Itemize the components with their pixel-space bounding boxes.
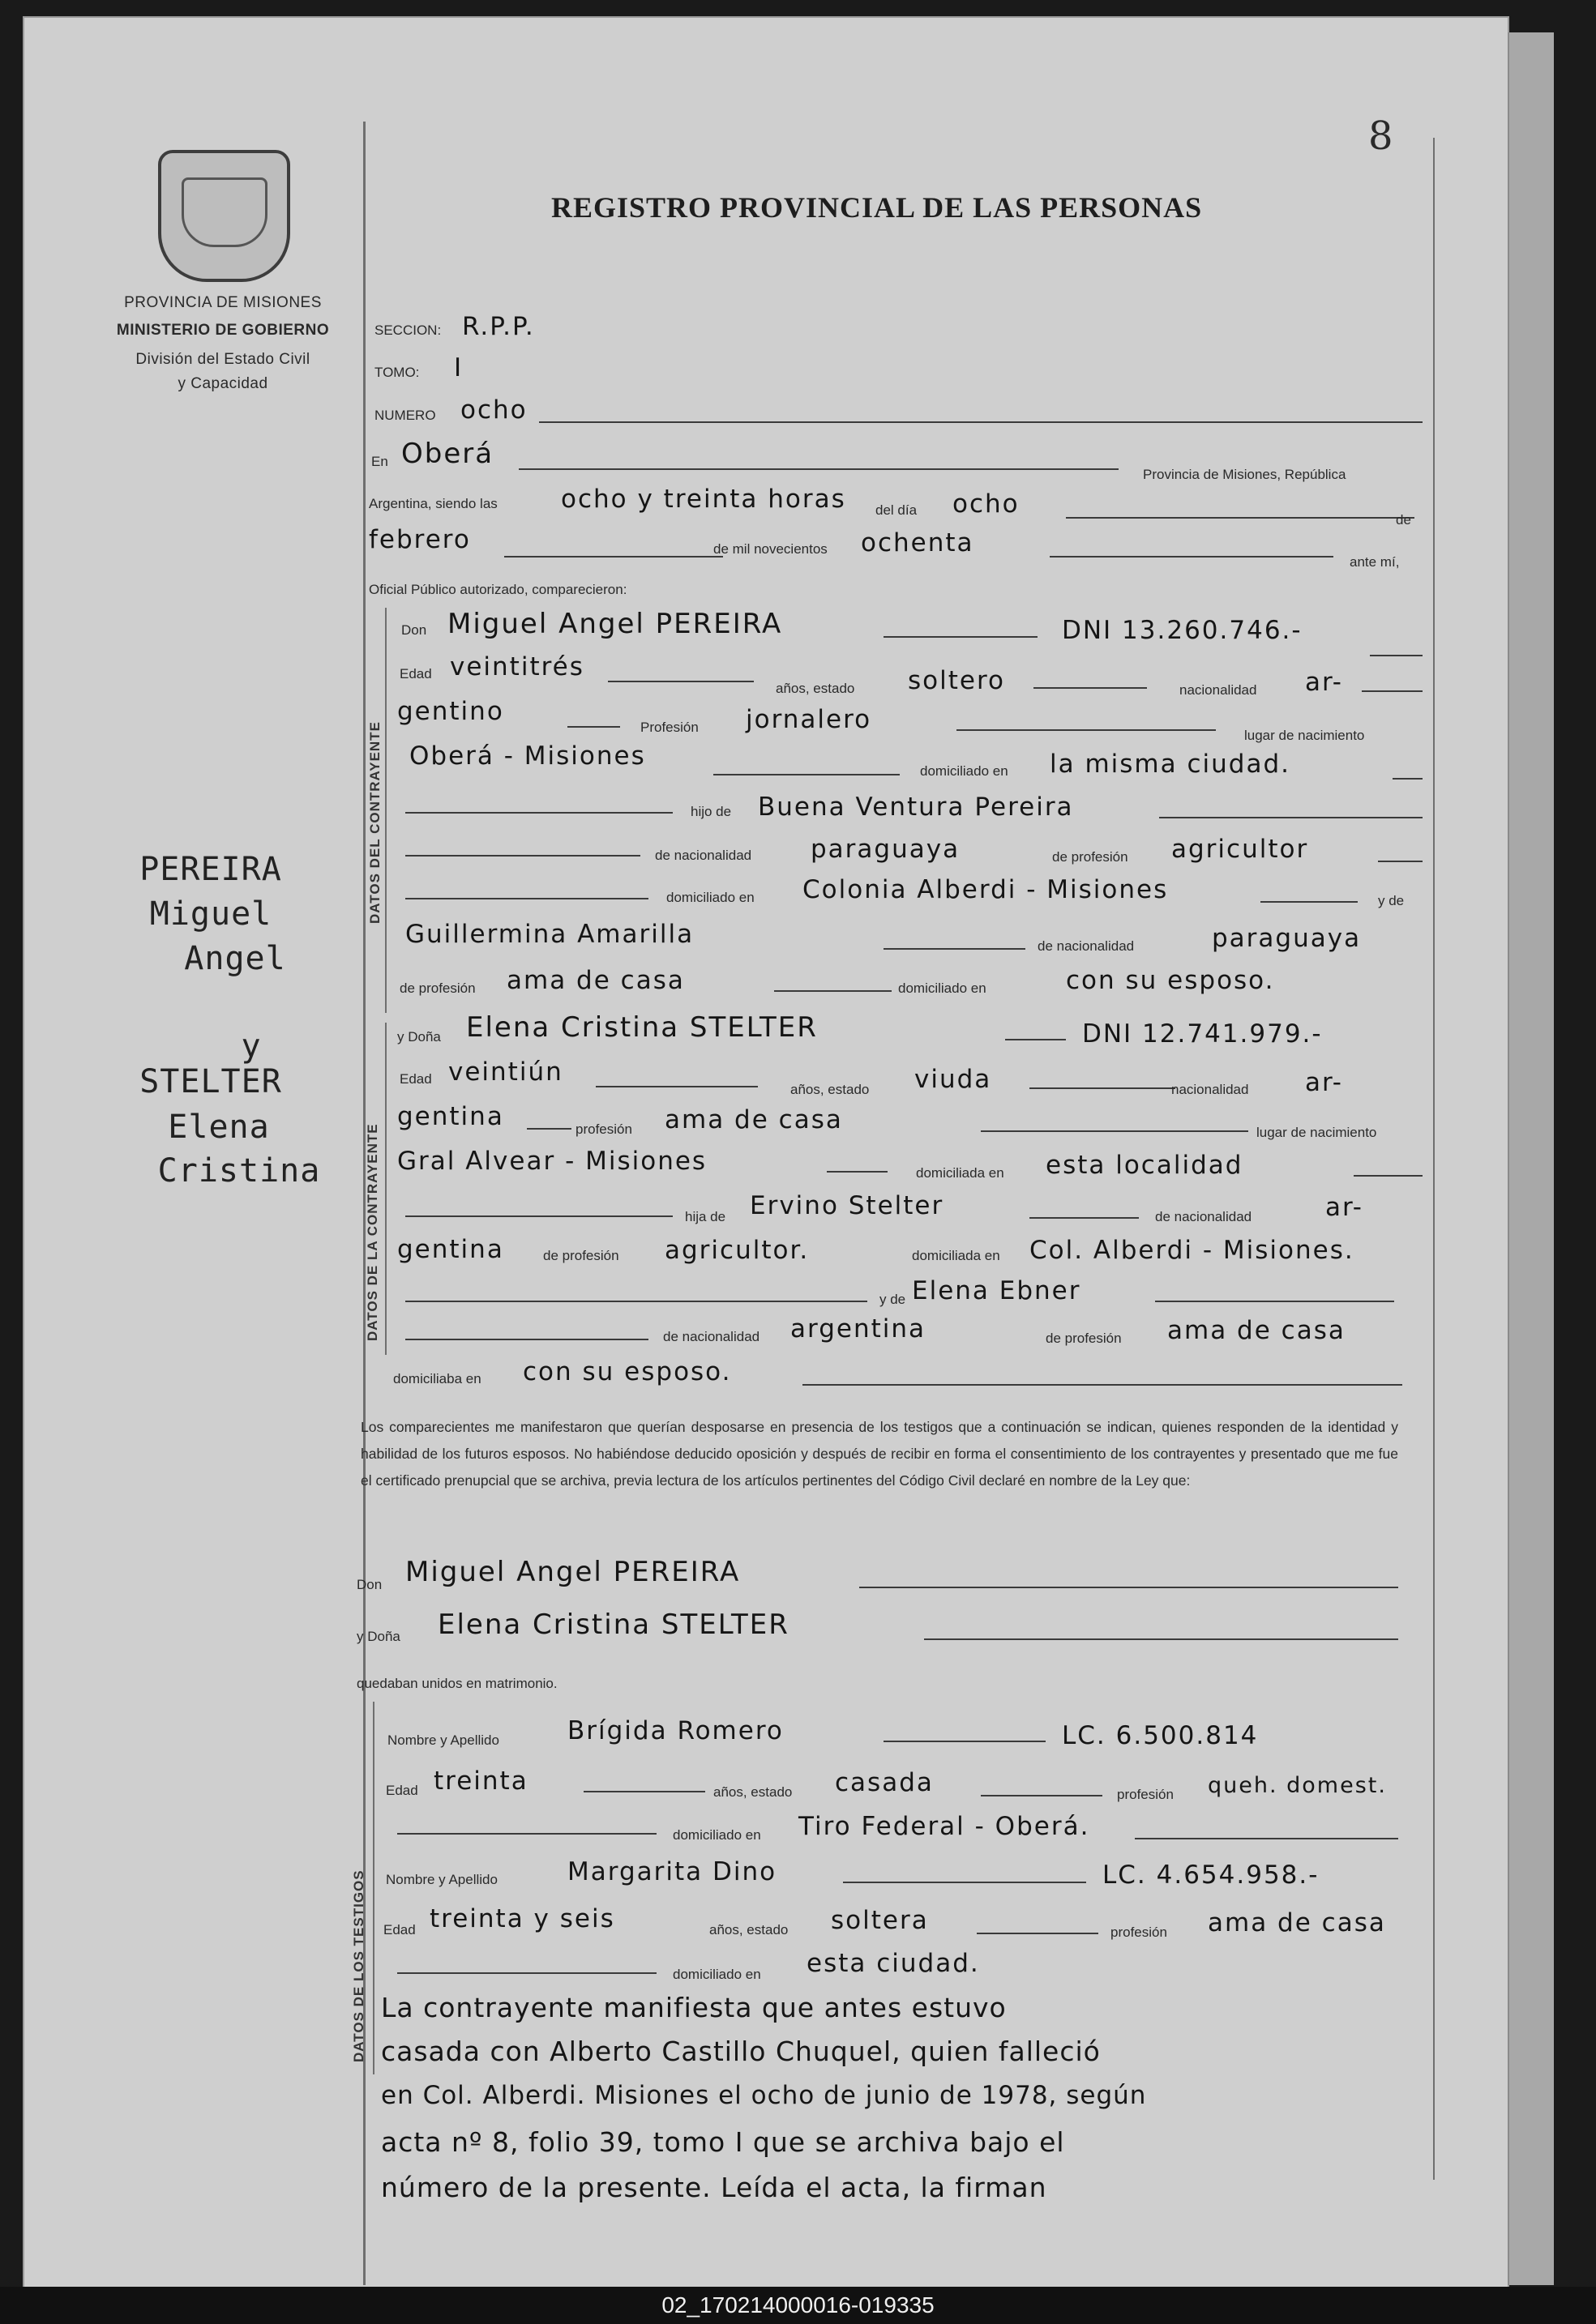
del-dia-label: del día: [875, 502, 918, 518]
bride-lugar-nac: Gral Alvear - Misiones: [397, 1147, 708, 1176]
t2-estado-rule: [977, 1933, 1098, 1934]
mes-value: febrero: [369, 525, 471, 554]
t1-nombre-label: Nombre y Apellido: [387, 1732, 499, 1748]
groom-dni: DNI 13.260.746.-: [1062, 616, 1303, 645]
t2-edad: treinta y seis: [430, 1904, 615, 1933]
groom-y-de-label: y de: [1378, 893, 1405, 908]
groom-lugar-label: lugar de nacimiento: [1244, 728, 1365, 743]
t2-anios-label: años, estado: [709, 1922, 789, 1937]
union-don-label: Don: [357, 1577, 383, 1592]
groom-name: Miguel Angel PEREIRA: [447, 608, 783, 640]
groom-hijo-label: hijo de: [691, 804, 732, 819]
note-line-4: acta nº 8, folio 39, tomo I que se archiva bajo el: [381, 2126, 1065, 2158]
groom-padre-prof-label: de profesión: [1052, 849, 1128, 865]
union-groom-rule: [859, 1587, 1398, 1588]
tomo-label: TOMO:: [374, 365, 420, 380]
groom-hijo-rule: [405, 812, 673, 814]
margin-bride-surname: STELTER: [139, 1063, 282, 1100]
provincia-label: Provincia de Misiones, República: [1143, 467, 1346, 482]
union-groom: Miguel Angel PEREIRA: [405, 1556, 741, 1588]
bride-nac-1: ar-: [1305, 1068, 1343, 1097]
groom-padre-prof-rule: [1378, 861, 1423, 862]
groom-madre-dom-label: domiciliado en: [898, 980, 986, 996]
t2-doc: LC. 4.654.958.-: [1102, 1860, 1320, 1890]
groom-dni-rule: [1370, 655, 1423, 656]
t1-prof: queh. domest.: [1208, 1773, 1387, 1798]
margin-groom-name1: Miguel: [149, 895, 272, 933]
margin-groom-name2: Angel: [184, 940, 286, 977]
bride-padre-rule: [1029, 1217, 1139, 1219]
t2-dom-pre-rule: [397, 1972, 657, 1974]
t1-estado-rule: [981, 1795, 1102, 1796]
groom-prof-rule: [956, 729, 1216, 731]
bride-madre-dom-rule: [802, 1384, 1402, 1386]
bride-edad: veintiún: [448, 1057, 563, 1087]
groom-nac2-rule: [567, 726, 620, 728]
t1-edad-label: Edad: [386, 1783, 418, 1798]
groom-padre-dom-label: domiciliado en: [666, 890, 755, 905]
groom-padre-nac-rule: [405, 855, 640, 857]
t1-dom: Tiro Federal - Oberá.: [798, 1812, 1090, 1841]
groom-madre-nac-label: de nacionalidad: [1038, 938, 1135, 954]
bride-estado-rule: [1029, 1087, 1175, 1089]
groom-nac-rule: [1362, 690, 1423, 692]
bride-lugar-rule: [827, 1171, 888, 1173]
t1-estado: casada: [835, 1768, 934, 1797]
contrayente-side-label: DATOS DEL CONTRAYENTE: [367, 721, 383, 924]
bride-nac-label: nacionalidad: [1171, 1082, 1249, 1097]
bride-name-rule: [1005, 1039, 1066, 1040]
groom-madre-prof-label: de profesión: [400, 980, 476, 996]
bride-padre-nac-label: de nacionalidad: [1155, 1209, 1252, 1224]
margin-bride-name1: Elena: [168, 1109, 270, 1146]
groom-domicilio: la misma ciudad.: [1050, 750, 1290, 779]
groom-profesion: jornalero: [746, 705, 872, 734]
groom-nac-2: gentino: [397, 697, 504, 726]
union-dona-label: y Doña: [357, 1629, 400, 1644]
union-bride: Elena Cristina STELTER: [438, 1608, 789, 1641]
bride-madre-nac-rule: [405, 1339, 648, 1340]
bride-padre-nac-1: ar-: [1325, 1193, 1363, 1222]
en-label: En: [371, 454, 388, 469]
bride-madre-pre-rule: [405, 1301, 867, 1302]
province-label: PROVINCIA DE MISIONES: [124, 294, 322, 311]
t2-dom-label: domiciliado en: [673, 1967, 761, 1982]
en-value: Oberá: [401, 438, 494, 470]
bride-madre-nac-label: de nacionalidad: [663, 1329, 760, 1344]
ante-mi-label: ante mí,: [1350, 554, 1400, 570]
bride-madre: Elena Ebner: [912, 1276, 1081, 1305]
bride-dom-rule: [1354, 1175, 1423, 1177]
page-edge: [1508, 32, 1554, 2285]
t1-edad-rule: [584, 1791, 705, 1792]
bride-prof-label: profesión: [576, 1121, 632, 1137]
bride-madre-prof-label: de profesión: [1046, 1331, 1122, 1346]
testigos-side-label: DATOS DE LOS TESTIGOS: [351, 1869, 366, 2062]
bride-anios-label: años, estado: [790, 1082, 870, 1097]
groom-estado: soltero: [908, 666, 1005, 695]
numero-value: ocho: [460, 395, 528, 425]
bride-madre-prof: ama de casa: [1167, 1316, 1346, 1345]
bride-dom-label: domiciliada en: [916, 1165, 1004, 1181]
testigos-bracket: [373, 1702, 374, 2074]
don-label: Don: [401, 622, 427, 638]
note-line-2: casada con Alberto Castillo Chuquel, quien falleció: [381, 2036, 1101, 2067]
groom-dom-label: domiciliado en: [920, 763, 1008, 779]
right-border-line: [1433, 138, 1435, 2180]
margin-conjunction: y: [241, 1027, 262, 1065]
margin-groom-surname: PEREIRA: [139, 851, 282, 888]
declaration-text: Los comparecientes me manifestaron que querían desposarse en presencia de los testigos que a continuación se indican, quienes responden de la identidad y habilidad de los futuros esposos. No habiéndose deducido oposición y después de recibir en forma el consentimiento de los contrayentes y presentado que me fue el certificado prenupcial que se archiva, previa lectura de los artículos pertinentes del Código Civil declaré en nombre de la Ley que:: [361, 1419, 1398, 1489]
groom-padre-dom-rule: [405, 898, 648, 899]
note-line-5: número de la presente. Leída el acta, la firman: [381, 2172, 1047, 2203]
bride-name: Elena Cristina STELTER: [466, 1011, 818, 1044]
union-bride-rule: [924, 1638, 1398, 1640]
tomo-value: I: [454, 353, 464, 382]
t2-prof: ama de casa: [1208, 1908, 1386, 1937]
bride-padre-prof: agricultor.: [665, 1236, 810, 1265]
oficial-label: Oficial Público autorizado, comparecieron:: [369, 582, 627, 597]
groom-lugar-rule: [713, 774, 900, 775]
groom-nac-label: nacionalidad: [1179, 682, 1257, 698]
groom-madre-prof-rule: [774, 990, 892, 992]
capacity-label: y Capacidad: [178, 375, 268, 392]
bride-domicilio: esta localidad: [1046, 1151, 1243, 1180]
groom-madre: Guillermina Amarilla: [405, 920, 695, 949]
bride-hija-rule: [405, 1215, 673, 1217]
bride-estado: viuda: [914, 1065, 992, 1094]
division-label: División del Estado Civil: [135, 351, 310, 368]
t1-doc: LC. 6.500.814: [1062, 1721, 1259, 1750]
seccion-value: R.P.P.: [462, 312, 535, 341]
groom-padre-nac-label: de nacionalidad: [655, 848, 752, 863]
t2-name: Margarita Dino: [567, 1857, 777, 1886]
hora-value: ocho y treinta horas: [561, 485, 846, 514]
t2-estado: soltera: [831, 1906, 929, 1935]
t1-dom-rule: [1135, 1838, 1398, 1839]
dia-value: ocho: [952, 489, 1020, 519]
groom-madre-prof: ama de casa: [507, 966, 685, 995]
bride-edad-rule: [596, 1086, 758, 1087]
groom-edad-rule: [608, 681, 754, 682]
dia-rule: [1066, 517, 1414, 519]
contrayente2-bracket: [385, 1023, 387, 1355]
groom-padre-nac: paraguaya: [811, 835, 961, 864]
bride-padre-dom-label: domiciliada en: [912, 1248, 1000, 1263]
margin-bride-name2: Cristina: [157, 1152, 321, 1190]
groom-madre-dom: con su esposo.: [1066, 966, 1275, 995]
groom-prof-label: Profesión: [640, 720, 699, 735]
groom-estado-rule: [1033, 687, 1147, 689]
groom-lugar-nac: Oberá - Misiones: [409, 741, 646, 771]
bride-madre-nac: argentina: [790, 1314, 926, 1344]
bride-edad-label: Edad: [400, 1071, 432, 1087]
t1-edad: treinta: [434, 1766, 528, 1796]
de-mil-label: de mil novecientos: [713, 541, 828, 557]
contrayente-bracket: [385, 608, 387, 1013]
t2-nombre-label: Nombre y Apellido: [386, 1872, 498, 1887]
bride-nac-2: gentina: [397, 1102, 504, 1131]
note-line-3: en Col. Alberdi. Misiones el ocho de junio de 1978, según: [381, 2081, 1147, 2110]
groom-nac-1: ar-: [1305, 668, 1343, 697]
t1-dom-pre-rule: [397, 1833, 657, 1835]
bride-padre-nac-2: gentina: [397, 1235, 504, 1264]
groom-name-rule: [884, 636, 1038, 638]
groom-dom-rule: [1393, 778, 1423, 780]
groom-padre-prof: agricultor: [1171, 835, 1309, 864]
t1-anios-label: años, estado: [713, 1784, 793, 1800]
t2-dom: esta ciudad.: [807, 1949, 980, 1978]
t1-dom-label: domiciliado en: [673, 1827, 761, 1843]
image-caption: 02_170214000016-019335: [0, 2287, 1596, 2324]
mes-rule: [504, 556, 723, 558]
bride-padre: Ervino Stelter: [750, 1191, 944, 1220]
bride-profesion: ama de casa: [665, 1105, 843, 1134]
de-label: de: [1396, 512, 1411, 528]
groom-padre-rule: [1159, 817, 1423, 818]
page-number: 8: [1368, 113, 1393, 159]
groom-padre: Buena Ventura Pereira: [758, 792, 1074, 822]
en-rule: [519, 468, 1119, 470]
provincial-seal-icon: [158, 150, 290, 282]
bride-hija-label: hija de: [685, 1209, 726, 1224]
bride-madre-dom: con su esposo.: [523, 1357, 732, 1386]
numero-label: NUMERO: [374, 408, 436, 423]
bride-madre-dom-label: domiciliaba en: [393, 1371, 481, 1386]
groom-anios-label: años, estado: [776, 681, 855, 696]
numero-rule: [539, 421, 1423, 423]
groom-edad-label: Edad: [400, 666, 432, 681]
groom-madre-nac: paraguaya: [1212, 924, 1362, 953]
bride-madre-rule: [1155, 1301, 1394, 1302]
contrayente2-side-label: DATOS DE LA CONTRAYENTE: [365, 1123, 380, 1341]
argentina-label: Argentina, siendo las: [369, 496, 498, 511]
bride-padre-prof-label: de profesión: [543, 1248, 619, 1263]
groom-edad: veintitrés: [450, 652, 584, 681]
bride-lugar-label: lugar de nacimiento: [1256, 1125, 1377, 1140]
dona-label: y Doña: [397, 1029, 441, 1045]
groom-padre-dom: Colonia Alberdi - Misiones: [802, 875, 1169, 904]
anio-rule: [1050, 556, 1333, 558]
seccion-label: SECCION:: [374, 323, 442, 338]
bride-y-de-label: y de: [879, 1292, 906, 1307]
t2-edad-label: Edad: [383, 1922, 416, 1937]
t1-name: Brígida Romero: [567, 1716, 784, 1745]
bride-prof-rule: [981, 1130, 1248, 1132]
anio-value: ochenta: [861, 528, 974, 558]
bride-dni: DNI 12.741.979.-: [1082, 1019, 1323, 1049]
t1-name-rule: [884, 1741, 1046, 1742]
note-line-1: La contrayente manifiesta que antes estuvo: [381, 1992, 1007, 2023]
t2-name-rule: [843, 1882, 1086, 1883]
t1-prof-label: profesión: [1117, 1787, 1174, 1802]
bride-padre-dom: Col. Alberdi - Misiones.: [1029, 1236, 1354, 1265]
t2-prof-label: profesión: [1110, 1925, 1167, 1940]
groom-padre-dom-end-rule: [1260, 901, 1358, 903]
quedaban-label: quedaban unidos en matrimonio.: [357, 1676, 558, 1691]
ministry-label: MINISTERIO DE GOBIERNO: [116, 322, 330, 339]
page-title: REGISTRO PROVINCIAL DE LAS PERSONAS: [551, 191, 1203, 224]
groom-madre-rule: [884, 948, 1025, 950]
bride-nac2-rule: [527, 1128, 571, 1130]
